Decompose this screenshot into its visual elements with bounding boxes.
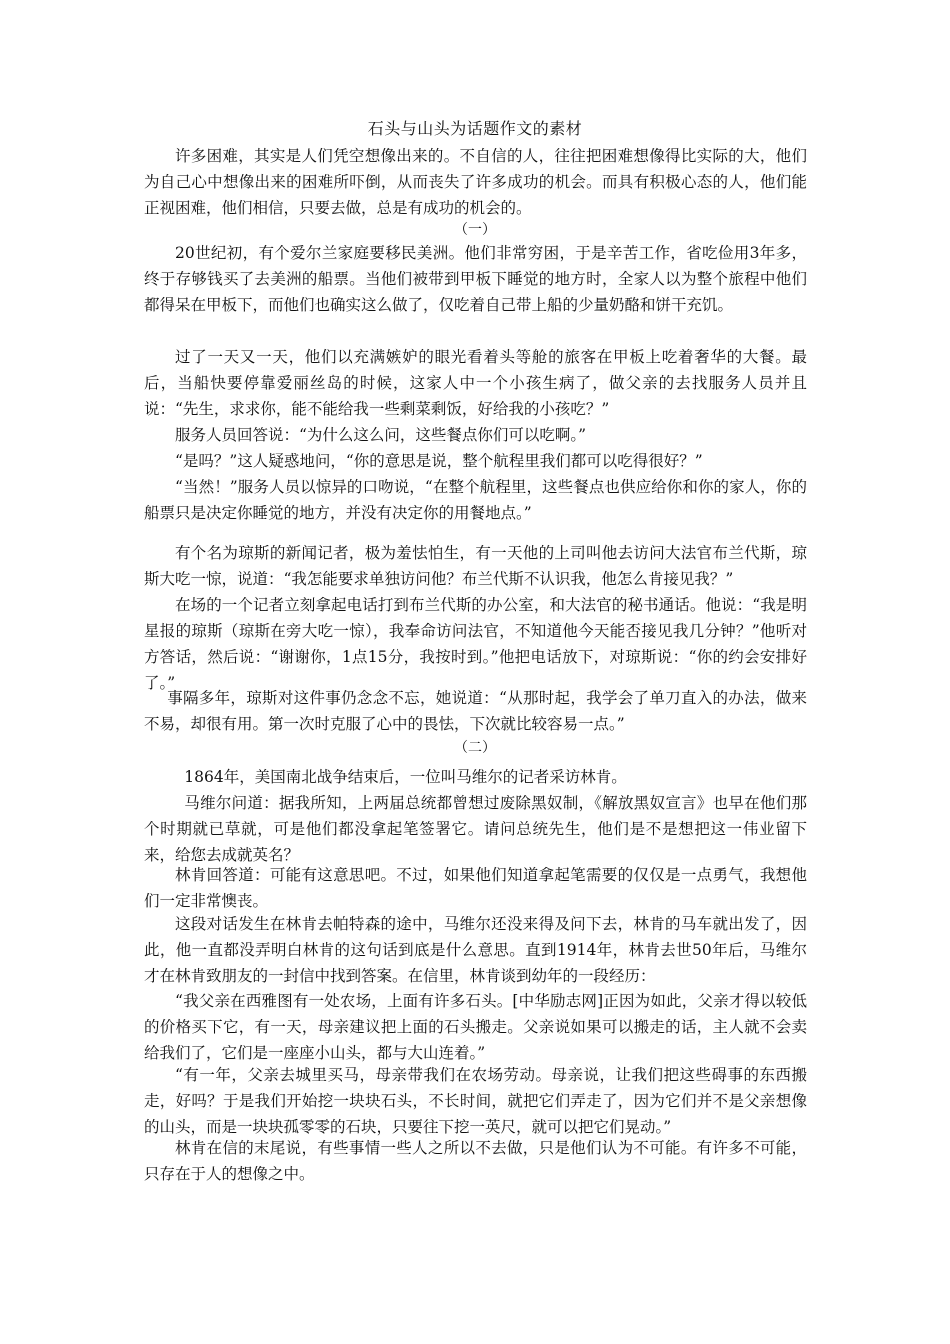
section-heading-1: （一） (454, 222, 496, 238)
section1-paragraph-2: 过了一天又一天，他们以充满嫉妒的眼光看着头等舱的旅客在甲板上吃着奢华的大餐。最后，当船快要停靠爱丽丝岛的时候，这家人中一个小孩生病了，做父亲的去找服务人员并且说：“先生，求求你，能不能给我一些剩菜剩饭，好给我的小孩吃？” (144, 348, 807, 418)
intro-paragraph: 许多困难，其实是人们凭空想像出来的。不自信的人，往往把困难想像得比实际的大，他们为自己心中想像出来的困难所吓倒，从而丧失了许多成功的机会。而具有积极心态的人，他们能正视困难，他们相信，只要去做，总是有成功的机会的。 (144, 147, 807, 217)
section1-paragraph-1: 20世纪初，有个爱尔兰家庭要移民美洲。他们非常穷困，于是辛苦工作，省吃俭用3年多，终于存够钱买了去美洲的船票。当他们被带到甲板下睡觉的地方时，全家人以为整个旅程中他们都得呆在甲板下，而他们也确实这么做了，仅吃着自己带上船的少量奶酪和饼干充饥。 (144, 244, 807, 314)
section1-paragraph-6: 有个名为琼斯的新闻记者，极为羞怯怕生，有一天他的上司叫他去访问大法官布兰代斯，琼斯大吃一惊，说道：“我怎能要求单独访问他？布兰代斯不认识我，他怎么肯接见我？” (144, 544, 807, 588)
section2-paragraph-2: 马维尔问道：据我所知，上两届总统都曾想过废除黑奴制，《解放黑奴宣言》也早在他们那个时期就已草就，可是他们都没拿起笔签署它。请问总统先生，他们是不是想把这一伟业留下来，给您去成就英名？ (144, 794, 807, 864)
section2-paragraph-7: 林肯在信的末尾说，有些事情一些人之所以不去做，只是他们认为不可能。有许多不可能，只存在于人的想像之中。 (144, 1139, 807, 1183)
section-heading-2: （二） (454, 740, 496, 756)
section1-paragraph-5: “当然！”服务人员以惊异的口吻说，“在整个航程里，这些餐点也供应给你和你的家人，你的船票只是决定你睡觉的地方，并没有决定你的用餐地点。” (144, 478, 807, 522)
section1-paragraph-8: 事隔多年，琼斯对这件事仍念念不忘，她说道：“从那时起，我学会了单刀直入的办法，做来不易，却很有用。第一次时克服了心中的畏怯，下次就比较容易一点。” (144, 689, 807, 733)
section2-paragraph-3: 林肯回答道：可能有这意思吧。不过，如果他们知道拿起笔需要的仅仅是一点勇气，我想他们一定非常懊丧。 (144, 866, 807, 910)
section2-paragraph-6: “有一年，父亲去城里买马，母亲带我们在农场劳动。母亲说，让我们把这些碍事的东西搬走，好吗？于是我们开始挖一块块石头，不长时间，就把它们弄走了，因为它们并不是父亲想像的山头，而是一块块孤零零的石块，只要往下挖一英尺，就可以把它们晃动。” (144, 1066, 807, 1136)
section1-paragraph-3: 服务人员回答说：“为什么这么问，这些餐点你们可以吃啊。” (175, 426, 587, 444)
section1-paragraph-4: “是吗？”这人疑惑地问，“你的意思是说，整个航程里我们都可以吃得很好？” (175, 452, 703, 470)
section1-paragraph-7: 在场的一个记者立刻拿起电话打到布兰代斯的办公室，和大法官的秘书通话。他说：“我是明星报的琼斯（琼斯在旁大吃一惊），我奉命访问法官，不知道他今天能否接见我几分钟？”他听对方答话，然后说：“谢谢你，1点15分，我按时到。”他把电话放下，对琼斯说：“你的约会安排好了。” (144, 596, 807, 692)
section2-paragraph-5: “我父亲在西雅图有一处农场，上面有许多石头。[中华励志网]正因为如此，父亲才得以较低的价格买下它，有一天，母亲建议把上面的石头搬走。父亲说如果可以搬走的话，主人就不会卖给我们了，它们是一座座小山头，都与大山连着。” (144, 992, 807, 1062)
section2-paragraph-4: 这段对话发生在林肯去帕特森的途中，马维尔还没来得及问下去，林肯的马车就出发了，因此，他一直都没弄明白林肯的这句话到底是什么意思。直到1914年，林肯去世50年后，马维尔才在林肯致朋友的一封信中找到答案。在信里，林肯谈到幼年的一段经历： (144, 915, 807, 985)
document-title: 石头与山头为话题作文的素材 (367, 119, 583, 138)
section2-paragraph-1: 1864年，美国南北战争结束后，一位叫马维尔的记者采访林肯。 (184, 768, 627, 786)
